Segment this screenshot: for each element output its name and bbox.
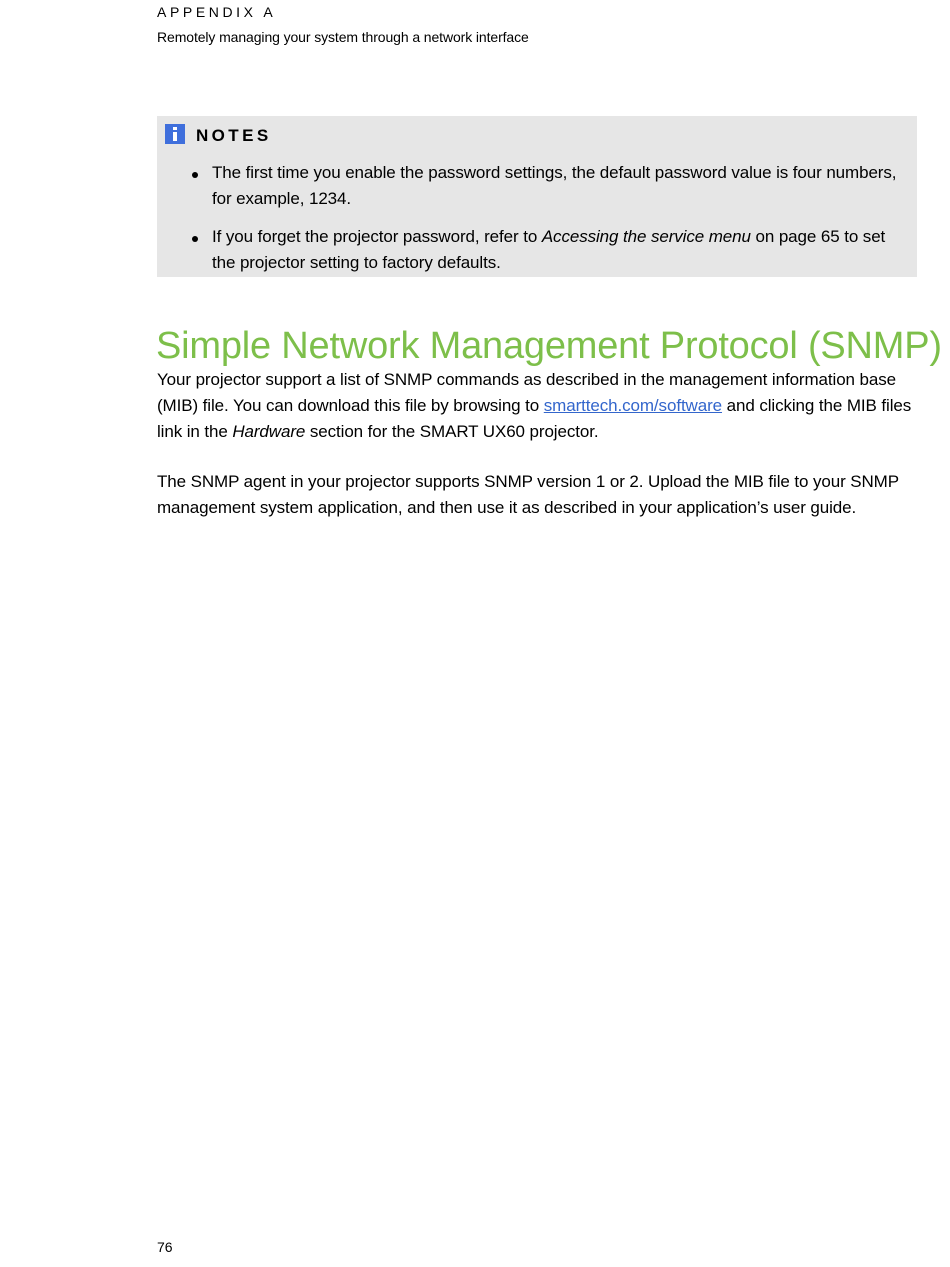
page-number: 76	[157, 1239, 173, 1255]
paragraph-text: Your projector support a list of SNMP commands as described in the management information base (MIB) file. You can download this file by browsing to	[157, 370, 896, 415]
software-link[interactable]: smarttech.com/software	[543, 396, 723, 415]
note-item-text: If you forget the projector password, refer to	[212, 227, 542, 246]
note-item	[212, 224, 912, 276]
chapter-subtitle: Remotely managing your system through a network interface	[157, 29, 529, 45]
notes-box	[157, 116, 917, 277]
cross-reference-title: Accessing the service menu	[541, 227, 751, 246]
note-item-text: The first time you enable the password settings, the default password value is four numbers, for example, 1234.	[212, 163, 897, 208]
bullet-icon	[192, 236, 198, 242]
notes-title: NOTES	[196, 126, 272, 145]
paragraph-text: section for the SMART UX60 projector.	[305, 422, 599, 441]
section-title: Simple Network Management Protocol (SNMP)	[156, 325, 942, 367]
body-paragraph	[157, 367, 917, 445]
paragraph-text: and clicking the MIB files link in the	[157, 396, 912, 441]
appendix-label: APPENDIX A	[157, 4, 277, 20]
note-item-text: on page 65 to set the projector setting to factory defaults.	[212, 227, 886, 272]
info-icon	[165, 124, 185, 144]
note-item	[212, 160, 912, 212]
bullet-icon	[192, 172, 198, 178]
body-paragraph: The SNMP agent in your projector supports SNMP version 1 or 2. Upload the MIB file to your SNMP management system application, and then use it as described in your application’s user guide.	[157, 472, 899, 517]
hardware-emphasis: Hardware	[232, 422, 306, 441]
